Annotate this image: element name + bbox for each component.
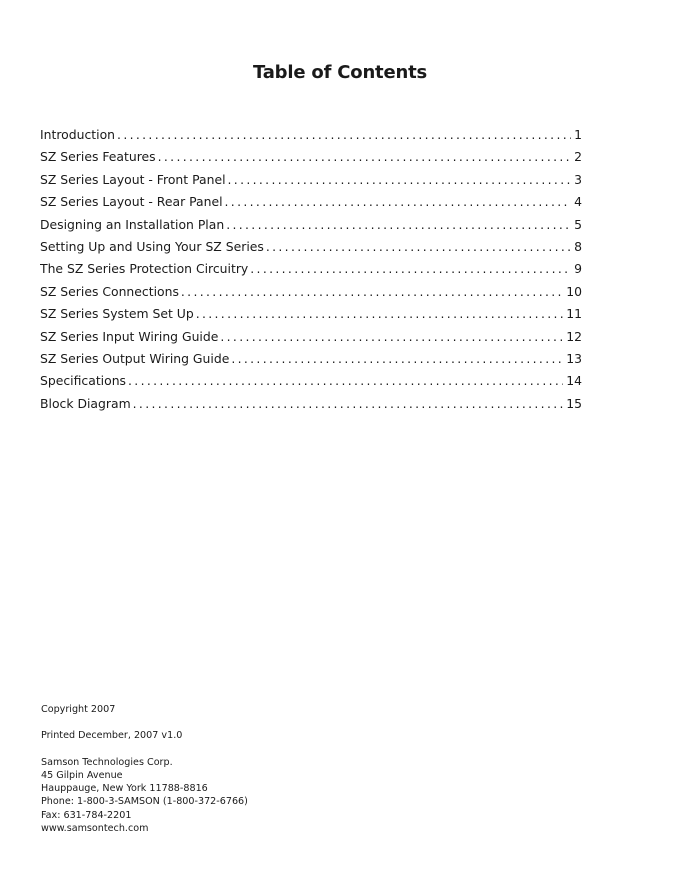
- toc-dot-leader: [266, 236, 571, 258]
- toc-dot-leader: [128, 370, 563, 392]
- publisher-footer: [41, 703, 441, 835]
- website-link[interactable]: www.samsontech.com: [41, 822, 149, 834]
- toc-dot-leader: [133, 393, 564, 415]
- footer-spacer: [41, 743, 441, 756]
- toc-entry-label: SZ Series Features: [40, 149, 156, 165]
- toc-dot-leader: [220, 326, 563, 348]
- toc-entry: [40, 303, 582, 325]
- toc-entry-label: SZ Series Layout - Front Panel: [40, 171, 226, 187]
- toc-dot-leader: [181, 281, 563, 303]
- toc-entry-label: SZ Series Connections: [40, 283, 179, 299]
- toc-entry-page: 13: [566, 350, 582, 366]
- toc-entry-page: 11: [566, 306, 582, 322]
- toc-dot-leader: [231, 348, 563, 370]
- toc-entry-label: The SZ Series Protection Circuitry: [40, 261, 249, 277]
- toc-dot-leader: [228, 169, 572, 191]
- toc-entry-page: 12: [566, 328, 582, 344]
- toc-entry: [40, 191, 582, 213]
- toc-entry-page: 2: [574, 149, 582, 165]
- print-date: Printed December, 2007 v1.0: [41, 730, 183, 742]
- toc-entry-page: 4: [574, 194, 582, 210]
- toc-dot-leader: [225, 191, 572, 213]
- toc-dot-leader: [226, 214, 571, 236]
- fax-number: Fax: 631-784-2201: [41, 809, 132, 821]
- toc-entry: [40, 146, 582, 168]
- toc-entry-label: Setting Up and Using Your SZ Series: [40, 238, 264, 254]
- toc-entry: [40, 214, 582, 236]
- toc-dot-leader: [196, 303, 564, 325]
- page-title: Table of Contents: [252, 62, 428, 83]
- toc-entry-page: 8: [574, 238, 582, 254]
- toc-entry: [40, 348, 582, 370]
- copyright-notice: Copyright 2007: [41, 704, 116, 715]
- toc-entry-page: 10: [566, 283, 582, 299]
- toc-entry: [40, 281, 582, 303]
- toc-entry-page: 1: [574, 127, 582, 142]
- toc-dot-leader: [158, 146, 571, 168]
- toc-entry-label: SZ Series Layout - Rear Panel: [40, 194, 223, 210]
- toc-entry-page: 15: [566, 395, 582, 411]
- toc-entry-label: Block Diagram: [40, 395, 131, 411]
- table-of-contents: [40, 124, 582, 415]
- toc-entry-label: Designing an Installation Plan: [40, 216, 225, 232]
- toc-entry: [40, 393, 582, 415]
- toc-entry: [40, 236, 582, 258]
- toc-entry: [40, 258, 582, 280]
- toc-entry-label: Specifications: [40, 373, 127, 389]
- street-address: 45 Gilpin Avenue: [41, 769, 123, 781]
- toc-entry: [40, 370, 582, 392]
- toc-entry: [40, 169, 582, 191]
- toc-entry-label: SZ Series Output Wiring Guide: [40, 350, 230, 366]
- toc-entry: [40, 326, 582, 348]
- toc-dot-leader: [250, 258, 571, 280]
- footer-spacer: [41, 716, 441, 729]
- phone-number: Phone: 1-800-3-SAMSON (1-800-372-6766): [41, 796, 248, 808]
- toc-entry-page: 14: [566, 373, 582, 389]
- company-name: Samson Technologies Corp.: [41, 756, 173, 768]
- toc-entry-page: 5: [574, 216, 582, 232]
- toc-entry-page: 3: [574, 171, 582, 187]
- toc-entry: [40, 124, 582, 146]
- toc-dot-leader: [117, 124, 571, 146]
- city-address: Hauppauge, New York 11788-8816: [41, 783, 208, 795]
- toc-entry-label: SZ Series Input Wiring Guide: [40, 328, 219, 344]
- toc-entry-label: Introduction: [40, 127, 116, 142]
- toc-entry-page: 9: [574, 261, 582, 277]
- toc-entry-label: SZ Series System Set Up: [40, 306, 194, 322]
